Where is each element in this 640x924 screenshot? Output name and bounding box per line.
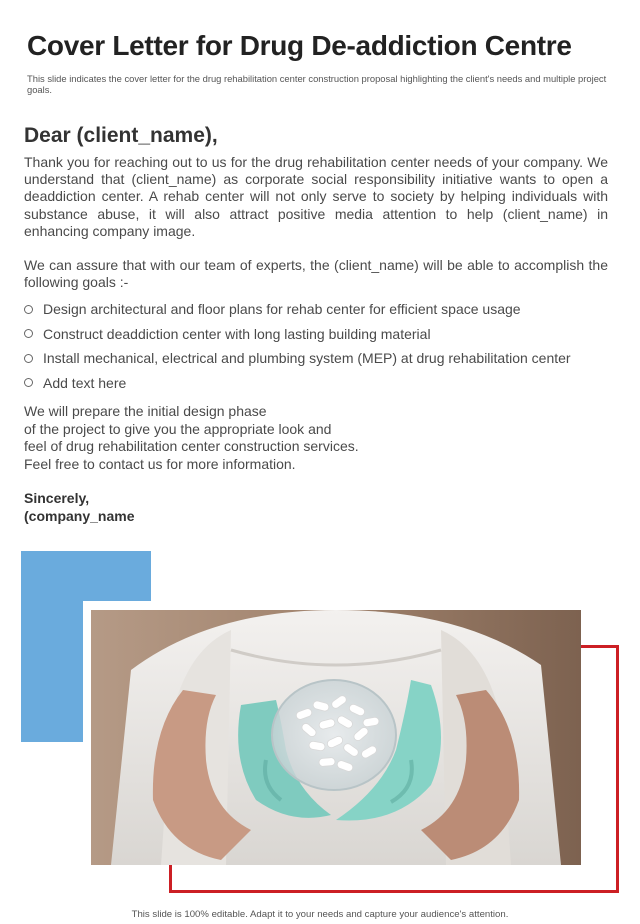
page-title: Cover Letter for Drug De-addiction Centre <box>27 30 572 61</box>
circle-bullet-icon <box>24 305 33 314</box>
company-name: (company_name <box>24 507 135 524</box>
goal-item <box>22 322 622 347</box>
closing-line: We will prepare the initial design phase <box>24 403 267 419</box>
letter-closing <box>24 403 444 473</box>
goals-list <box>22 297 622 395</box>
circle-bullet-icon <box>24 329 33 338</box>
closing-line: of the project to give you the appropriate look and <box>24 420 332 437</box>
closing-line: Feel free to contact us for more information. <box>24 455 296 472</box>
letter-paragraph-1: Thank you for reaching out to us for the drug rehabilitation center needs of your company. We understand that (client_name) as corporate social responsibility initiative wants to open a deaddiction center. A rehab center will not only serve to society by helping individuals with substance abuse, it will also attract positive media attention to help (client_name) in enhancing company image. <box>24 154 608 239</box>
signature-block <box>24 490 134 525</box>
goal-text: Install mechanical, electrical and plumbing system (MEP) at drug rehabilitation center <box>43 350 571 367</box>
sign-off: Sincerely, <box>24 490 90 506</box>
goal-item <box>22 371 622 396</box>
goal-item <box>22 297 622 322</box>
closing-line: feel of drug rehabilitation center construction services. <box>24 438 359 454</box>
circle-bullet-icon <box>24 354 33 363</box>
page-subtitle: This slide indicates the cover letter for the drug rehabilitation center construction proposal highlighting the client's needs and multiple project goals. <box>27 73 607 95</box>
gloved-hands-pills-photo <box>91 610 581 865</box>
circle-bullet-icon <box>24 378 33 387</box>
letter-greeting: Dear (client_name), <box>24 124 218 147</box>
goal-item <box>22 346 622 371</box>
letter-paragraph-2: We can assure that with our team of experts, the (client_name) will be able to accomplish the following goals :- <box>24 257 608 291</box>
goal-text: Add text here <box>43 374 127 391</box>
goal-text: Construct deaddiction center with long lasting building material <box>43 325 431 342</box>
footer-note: This slide is 100% editable. Adapt it to your needs and capture your audience's attention. <box>131 909 509 920</box>
goal-text: Design architectural and floor plans for rehab center for efficient space usage <box>43 301 521 318</box>
